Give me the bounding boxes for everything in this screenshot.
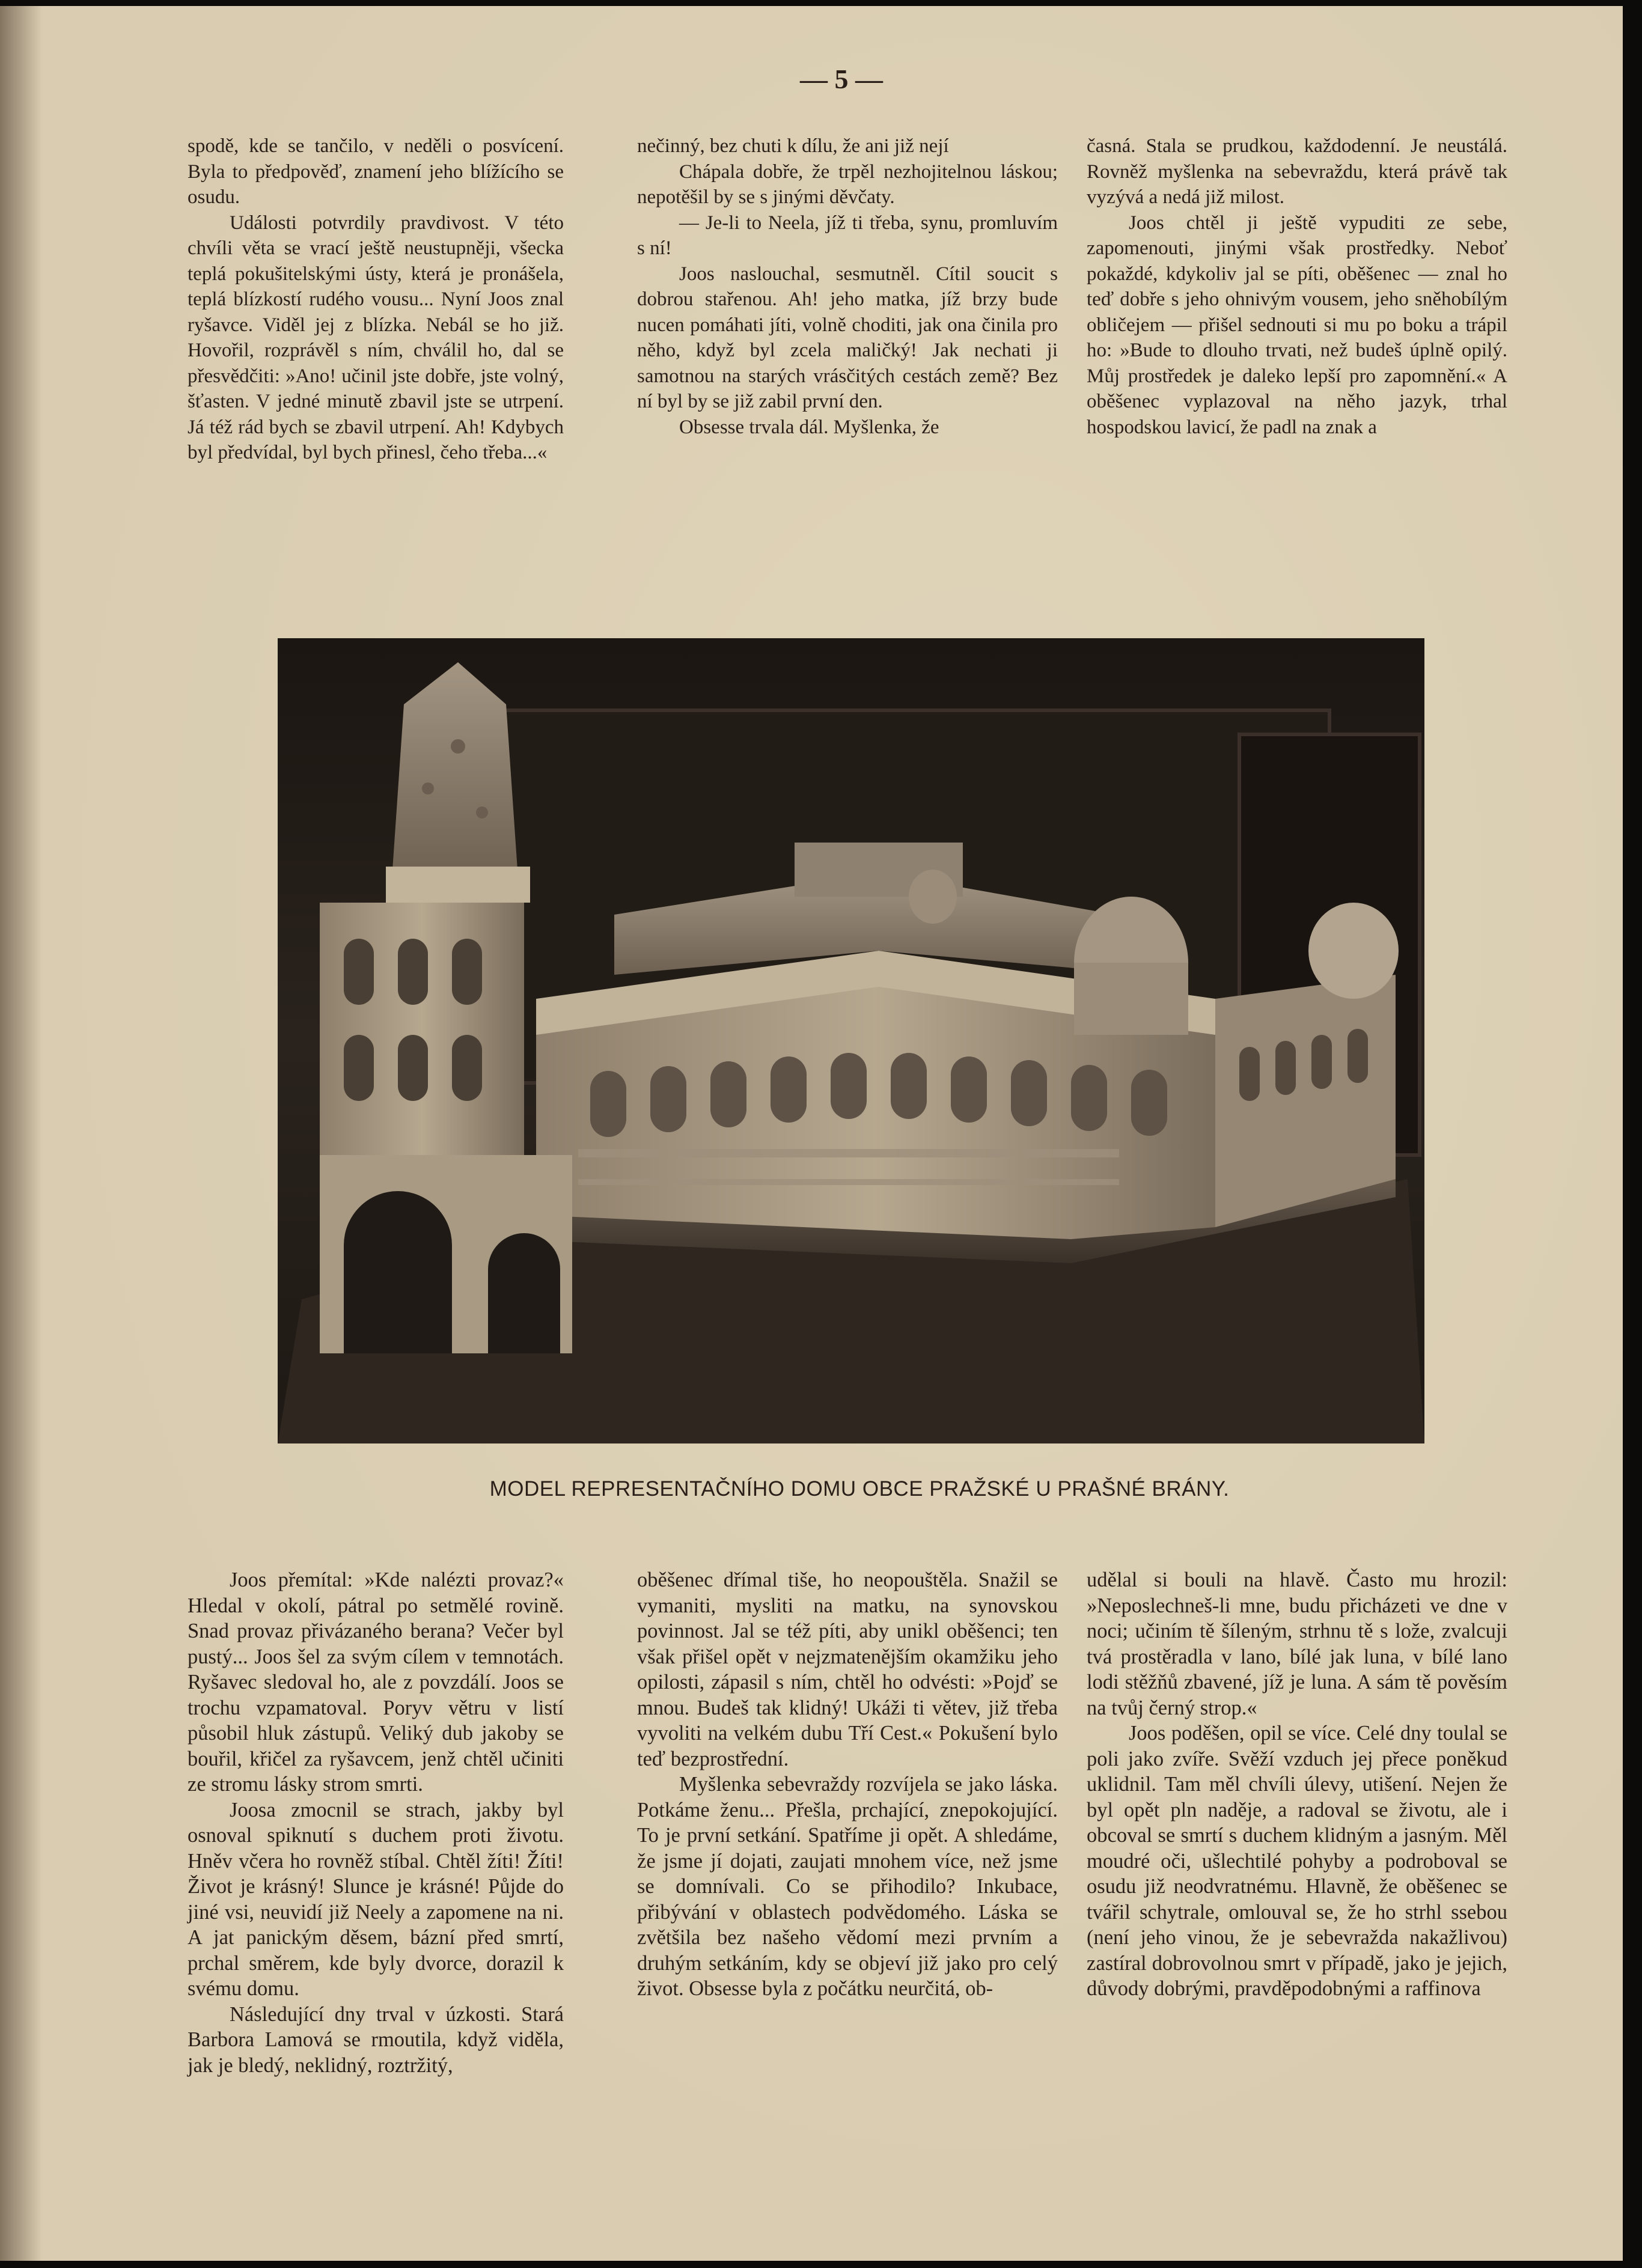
paragraph: Myšlenka sebevraždy rozvíjela se jako láska. Potkáme ženu... Přešla, prchající, znepokojující. To je první setkání. Spatříme ji opět. A shledáme, že jsme jí dojati, zaujati mnohem více, než jsme se domnívali. Co se přihodilo? Inkubace, přibývání v oblastech podvědomého. Láska se zvětšila bez našeho vědomí mezi prvním a druhým setkáním, kdy se objeví již jako pro celý život. Obsesse byla z počátku neurčitá, ob- — [637, 1773, 1058, 2000]
bottom-column-1 — [188, 1567, 564, 2078]
top-column-1 — [188, 133, 564, 466]
spine-shadow — [0, 6, 42, 2261]
bottom-column-2 — [637, 1567, 1058, 2002]
paragraph: Joosa zmocnil se strach, jakby byl osnoval spiknutí s duchem proti životu. Hněv včera ho rovněž stíbal. Chtěl žíti! Žíti! Život je krásný! Slunce je krásné! Půjde do jiné vsi, neuvidí již Neely a zapomene na ni. A jat panickým děsem, bázní před smrtí, prchal směrem, kde byly dvorce, dorazil k svému domu. — [188, 1798, 564, 2000]
paragraph: Následující dny trval v úzkosti. Stará Barbora Lamová se rmoutila, když viděla, jak je bledý, neklidný, roztržitý, — [188, 2002, 564, 2077]
paragraph: časná. Stala se prudkou, každodenní. Je neustálá. Rovněž myšlenka na sebevraždu, která právě tak vyzývá a nedá již milost. — [1087, 135, 1507, 208]
photo-caption: MODEL REPRESENTAČNÍHO DOMU OBCE PRAŽSKÉ U PRAŠNÉ BRÁNY. — [489, 1477, 1230, 1501]
paragraph: Obsesse trvala dál. Myšlenka, že — [679, 416, 939, 438]
paragraph: Joos naslouchal, sesmutněl. Cítil soucit s dobrou stařenou. Ah! jeho matka, jíž brzy bude nucen pomáhati jíti, volně choditi, jak ona činila pro něho, když byl zcela maličký! Jak nechati ji samotnou na starých vrásčitých cestách země? Bez ní byl by se již zabil první den. — [637, 263, 1058, 412]
paragraph: Joos přemítal: »Kde nalézti provaz?« Hledal v okolí, pátral po setmělé rovině. Snad provaz přivázaného berana? Večer byl pustý... Joos šel za svým cílem v temnotách. Ryšavec sledoval ho, ale z povzdálí. Joos se trochu vzpamatoval. Poryv větru v listí působil hluk zástupů. Veliký dub jakoby se bouřil, křičel za ryšavcem, jenž chtěl učiniti ze stromu lásky strom smrti. — [188, 1568, 564, 1796]
paragraph: Chápala dobře, že trpěl nezhojitelnou láskou; nepotěšil by se s jinými děvčaty. — [637, 160, 1058, 208]
paragraph: Joos poděšen, opil se více. Celé dny toulal se poli jako zvíře. Svěží vzduch jej přece poněkud uklidnil. Tam měl chvíli úlevy, utišení. Nejen že byl opět pln naděje, a radoval se životu, ale i obcoval se smrtí s duchem klidným a jasným. Měl moudré oči, ušlechtilé pohyby a podroboval se osudu již neodvratnému. Hlavně, že oběšenec se tvářil schytrale, omlouval se, že ho strhl ssebou (není jeho vinou, že je sebevražda nakažlivou) zastíral dobrovolnou smrt v případě, jako je jejich, důvody dobrými, pravděpodobnými a raffinova — [1087, 1722, 1507, 2000]
architectural-model-photo — [278, 638, 1424, 1443]
paragraph: Joos chtěl ji ještě vypuditi ze sebe, zapomenouti, jinými však prostředky. Neboť pokaždé, kdykoliv jal se píti, oběšenec — znal ho teď dobře s jeho ohnivým vousem, jeho sněhobílým obličejem — přišel sednouti si mu po boku a trápil ho: »Bude to dlouho trvati, než budeš úplně opilý. Můj prostředek je daleko lepší pro zapomnění.« A oběšenec vyplazoval na něho jazyk, trhal hospodskou lavicí, že padl na znak a — [1087, 212, 1507, 438]
paragraph: Události potvrdily pravdivost. V této chvíli věta se vrací ještě neustupněji, všecka teplá pokušitelskými ústy, která je pronášela, teplá blízkostí rudého vousu... Nyní Joos znal ryšavce. Viděl jej z blízka. Nebál se ho již. Hovořil, rozprávěl s ním, chválil ho, dal se přesvědčiti: »Ano! učinil jste dobře, jste volný, šťasten. V jedné minutě zbavil jste se utrpení. Já též rád bych se zbavil utrpení. Ah! Kdybych byl předvídal, byl bych přinesl, čeho třeba...« — [188, 212, 564, 463]
paragraph: oběšenec dřímal tiše, ho neopouštěla. Snažil se vymaniti, mysliti na matku, na synovskou povinnost. Jal se též píti, aby unikl oběšenci; ten však přišel opět v nejzmatenějším okamžiku jeho opilosti, zápasil s ním, chtěl ho odvésti: »Pojď se mnou. Budeš tak klidný! Ukáži ti větev, již třeba vyvoliti na velkém dubu Tří Cest.« Pokušení bylo teď bezprostřední. — [637, 1568, 1058, 1770]
top-column-2 — [637, 133, 1058, 440]
page — [0, 6, 1623, 2261]
top-column-3 — [1087, 133, 1507, 440]
paragraph: — Je-li to Neela, jíž ti třeba, synu, promluvím s ní! — [637, 212, 1058, 259]
paragraph: udělal si bouli na hlavě. Často mu hrozil: »Neposlechneš-li mne, budu přicházeti ve dne v noci; učiním tě šíleným, strhnu tě s lože, zvalcuji tvá prostěradla v lano, bílé jak luna, v bílé lano lodi stěžňů zbavené, jíž je luna. A sám tě pověsím na tvůj černý strop.« — [1087, 1568, 1507, 1719]
paragraph: nečinný, bez chuti k dílu, že ani již nejí — [637, 135, 949, 157]
page-number: — 5 — — [800, 64, 883, 94]
bottom-column-3 — [1087, 1567, 1507, 2002]
paragraph: spodě, kde se tančilo, v neděli o posvícení. Byla to předpověď, znamení jeho blížícího se osudu. — [188, 135, 564, 208]
